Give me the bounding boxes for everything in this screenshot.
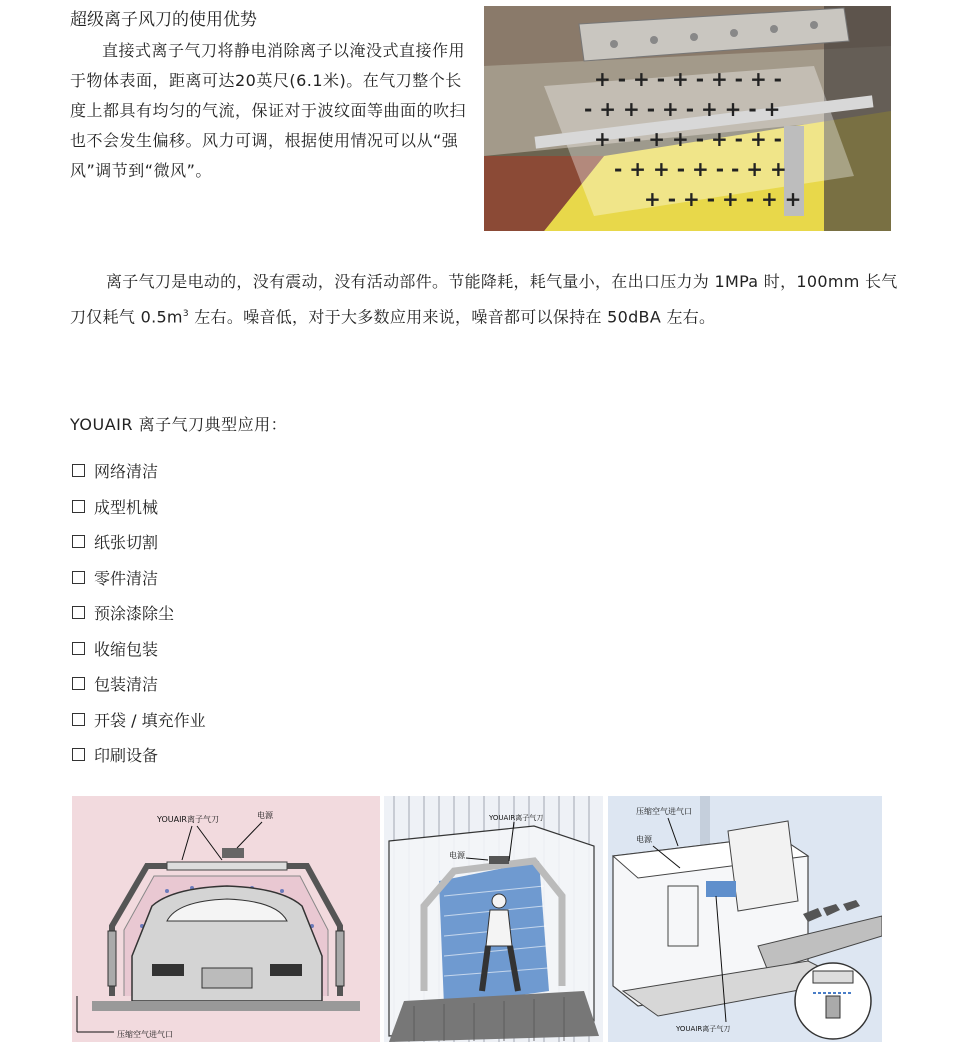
machine-knife-label: YOUAIR离子气刀 (676, 1025, 731, 1033)
checkbox-icon (72, 748, 85, 761)
checkbox-icon (72, 500, 85, 513)
energy-paragraph (70, 266, 900, 333)
booth-power-label: 电源 (449, 851, 465, 860)
list-item: 印刷设备 (72, 743, 206, 779)
car-power-label: 电源 (257, 811, 273, 820)
machine-air-label: 压缩空气进气口 (636, 807, 692, 816)
list-item: 开袋 / 填充作业 (72, 708, 206, 744)
list-item: 预涂漆除尘 (72, 601, 206, 637)
svg-text:+ - + - + - + +: + - + - + - + + (644, 187, 802, 211)
list-item: 纸张切割 (72, 530, 206, 566)
checkbox-icon (72, 535, 85, 548)
energy-paragraph-part1: 离子气刀是电动的，没有震动，没有活动部件。节能降耗，耗气量小，在出口压力为 1MPa 时，100mm 长气刀仅耗气 0.5m (70, 272, 898, 327)
checkbox-icon (72, 642, 85, 655)
checkbox-icon (72, 571, 85, 584)
svg-text:+ - - + + - + - + -: + - - + + - + - + - (594, 127, 782, 151)
checkbox-icon (72, 606, 85, 619)
checkbox-icon (72, 713, 85, 726)
energy-paragraph-part2: 左右。噪音低，对于大多数应用来说，噪音都可以保持在 50dBA 左右。 (188, 307, 716, 327)
svg-text:- + + - + - - + +: - + + - + - - + + (614, 157, 787, 181)
list-item: 包装清洁 (72, 672, 206, 708)
list-item: 零件清洁 (72, 566, 206, 602)
checkbox-icon (72, 464, 85, 477)
applications-list (72, 459, 206, 779)
applications-heading: YOUAIR 离子气刀典型应用： (70, 415, 288, 434)
cubic-superscript: 3 (182, 309, 189, 319)
car-diagram (72, 796, 380, 1042)
machine-diagram (608, 796, 882, 1042)
car-knife-label: YOUAIR离子气刀 (157, 815, 219, 824)
svg-text:+ - + - + - + - + -: + - + - + - + - + - (594, 67, 782, 91)
booth-diagram (384, 796, 603, 1042)
booth-knife-label: YOUAIR离子气刀 (489, 814, 544, 822)
list-item: 成型机械 (72, 495, 206, 531)
machine-power-label: 电源 (636, 835, 652, 844)
car-air-label: 压缩空气进气口 (117, 1030, 173, 1039)
checkbox-icon (72, 677, 85, 690)
page-title: 超级离子风刀的使用优势 (70, 10, 257, 30)
svg-text:- + + - + - + + - +: - + + - + - + + - + (584, 97, 781, 121)
intro-paragraph: 直接式离子气刀将静电消除离子以淹没式直接作用于物体表面，距离可达20英尺(6.1米)。在气刀整个长度上都具有均匀的气流，保证对于波纹面等曲面的吹扫也不会发生偏移。风力可调，根据使用情况可以从“强风”调节到“微风”。 (70, 41, 467, 180)
list-item: 收缩包装 (72, 637, 206, 673)
air-knife-photo (484, 6, 891, 231)
list-item: 网络清洁 (72, 459, 206, 495)
